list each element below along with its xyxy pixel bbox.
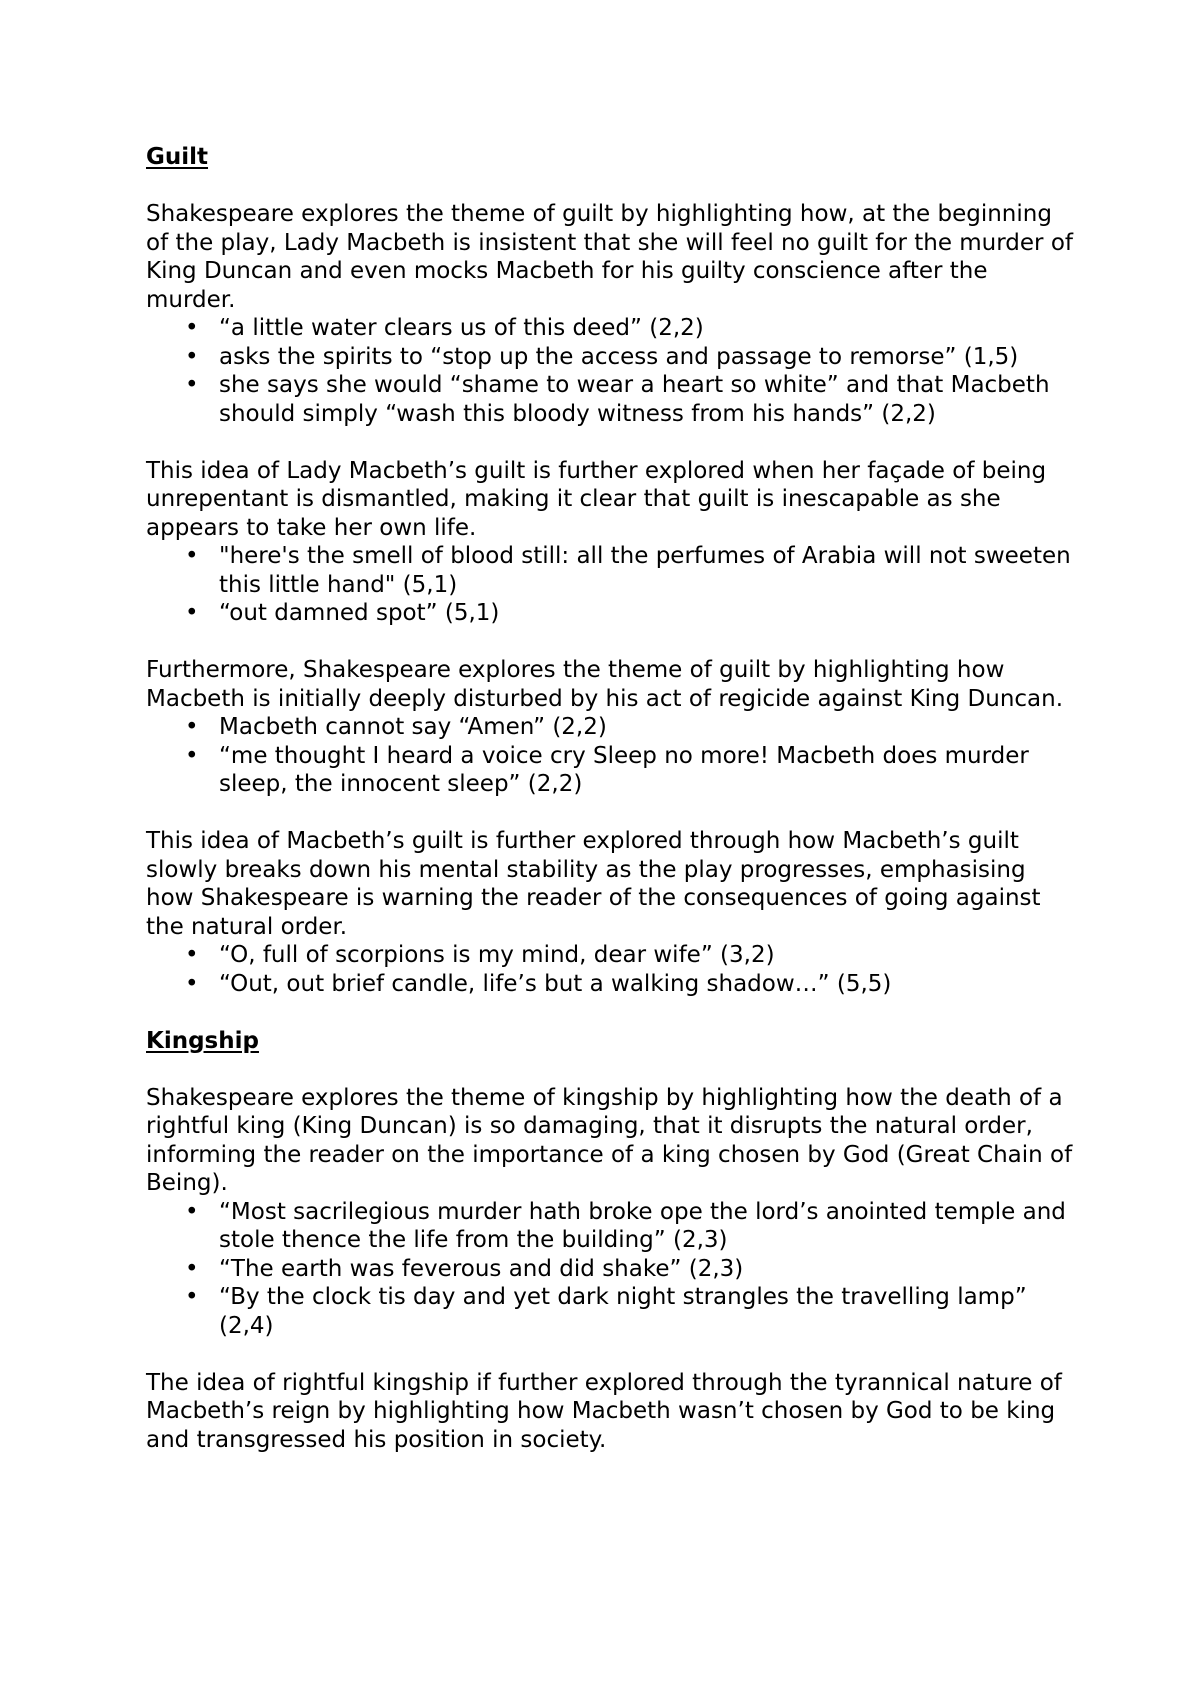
paragraph: Furthermore, Shakespeare explores the theme of guilt by highlighting how Macbeth is initially deeply disturbed by his act of regicide against King Duncan.: [146, 657, 1064, 712]
list-item: [146, 1283, 1076, 1340]
list-item-text: she says she would “shame to wear a heart so white” and that Macbeth should simply “wash this bloody witness from his hands” (2,2): [219, 372, 1050, 427]
list-item-text: "here's the smell of blood still: all the perfumes of Arabia will not sweeten this little hand" (5,1): [219, 543, 1071, 598]
bullet-icon: •: [185, 742, 199, 769]
paragraph: Shakespeare explores the theme of guilt by highlighting how, at the beginning of the play, Lady Macbeth is insistent that she will feel no guilt for the murder of King Duncan and even mocks Macbeth for his guilty conscience after the murder.: [146, 201, 1073, 313]
list-item-text: asks the spirits to “stop up the access and passage to remorse” (1,5): [219, 343, 1019, 370]
paragraph: This idea of Macbeth’s guilt is further explored through how Macbeth’s guilt slowly breaks down his mental stability as the play progresses, emphasising how Shakespeare is warning the reader of the consequences of going against the natural order.: [146, 828, 1041, 940]
bullet-icon: •: [185, 1284, 199, 1310]
bullet-icon: •: [185, 942, 199, 968]
list-item-text: “Most sacrilegious murder hath broke ope the lord’s anointed temple and stole thence the life from the building” (2,3): [219, 1198, 1066, 1253]
list-item: [146, 941, 1076, 970]
list-item-text: “O, full of scorpions is my mind, dear wife” (3,2): [219, 942, 775, 968]
list-item: [146, 314, 1076, 343]
paragraph: The idea of rightful kingship if further explored through the tyrannical nature of Macbeth’s reign by highlighting how Macbeth wasn’t chosen by God to be king and transgressed his position in society.: [146, 1369, 1062, 1453]
bullet-icon: •: [185, 1255, 199, 1282]
list-item: [146, 742, 1076, 799]
list-item: [146, 599, 1076, 628]
bullet-list: [146, 713, 1076, 799]
paragraph: Shakespeare explores the theme of kingship by highlighting how the death of a rightful king (King Duncan) is so damaging, that it disrupts the natural order, informing the reader on the importance of a king chosen by God (Great Chain of Being).: [146, 1084, 1073, 1196]
section-heading-kingship: Kingship: [146, 1027, 259, 1054]
section-guilt: [146, 143, 1076, 998]
paragraph: This idea of Lady Macbeth’s guilt is further explored when her façade of being unrepentant is dismantled, making it clear that guilt is inescapable as she appears to take her own life.: [146, 457, 1047, 541]
bullet-list: [146, 314, 1076, 428]
bullet-list: [146, 542, 1076, 628]
list-item-text: “me thought I heard a voice cry Sleep no more! Macbeth does murder sleep, the innocent sleep” (2,2): [219, 742, 1029, 797]
list-item: [146, 713, 1076, 742]
section-kingship: [146, 1027, 1076, 1455]
list-item: [146, 970, 1076, 999]
bullet-list: [146, 1198, 1076, 1341]
bullet-icon: •: [185, 1198, 199, 1225]
list-item-text: “a little water clears us of this deed” (2,2): [219, 315, 704, 341]
bullet-icon: •: [185, 600, 199, 626]
list-item: [146, 1255, 1076, 1284]
bullet-icon: •: [185, 343, 199, 370]
document-page: [146, 143, 1076, 1454]
bullet-icon: •: [185, 970, 199, 997]
list-item-text: “Out, out brief candle, life’s but a walking shadow…” (5,5): [219, 970, 892, 997]
list-item-text: “The earth was feverous and did shake” (2,3): [219, 1255, 744, 1282]
list-item: [146, 371, 1076, 428]
list-item-text: “By the clock tis day and yet dark night strangles the travelling lamp” (2,4): [219, 1284, 1027, 1339]
section-heading-guilt: Guilt: [146, 144, 209, 170]
list-item: [146, 542, 1076, 599]
bullet-icon: •: [185, 714, 199, 740]
bullet-icon: •: [185, 315, 199, 341]
list-item-text: Macbeth cannot say “Amen” (2,2): [219, 714, 607, 740]
bullet-icon: •: [185, 372, 199, 398]
bullet-list: [146, 941, 1076, 998]
list-item: [146, 1198, 1076, 1255]
bullet-icon: •: [185, 543, 199, 569]
list-item: [146, 343, 1076, 372]
list-item-text: “out damned spot” (5,1): [219, 600, 500, 626]
